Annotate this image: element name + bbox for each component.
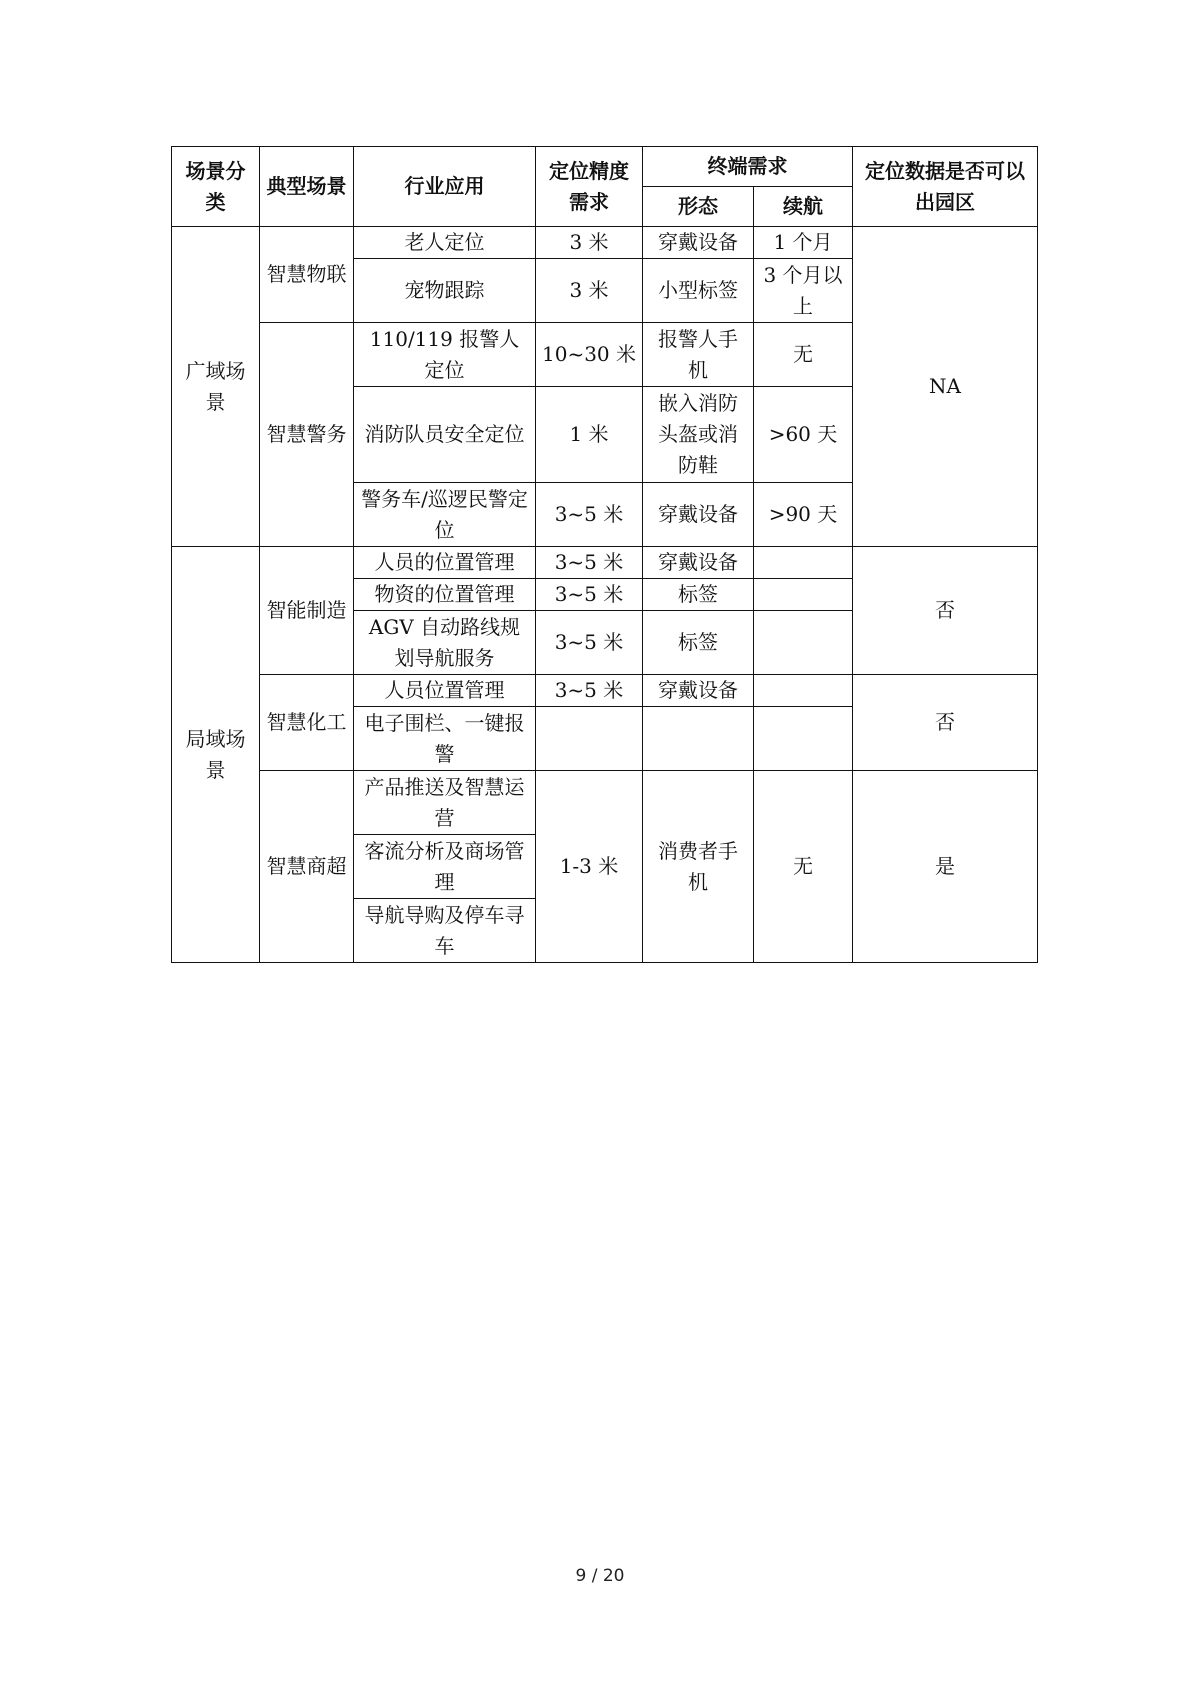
header-row [172, 147, 1038, 187]
typical-scene-cell: 智慧商超 [260, 771, 354, 963]
precision-cell: 3~5 米 [536, 611, 643, 675]
endurance-cell [754, 707, 853, 771]
industry-cell: 电子围栏、一键报警 [354, 707, 536, 771]
form-cell: 标签 [643, 579, 754, 611]
header-endurance: 续航 [754, 187, 853, 227]
industry-cell: 110/119 报警人定位 [354, 323, 536, 387]
industry-cell: 消防队员安全定位 [354, 387, 536, 483]
endurance-cell: 3 个月以上 [754, 259, 853, 323]
form-cell: 穿戴设备 [643, 675, 754, 707]
form-cell: 嵌入消防头盔或消防鞋 [643, 387, 754, 483]
industry-cell: 物资的位置管理 [354, 579, 536, 611]
table-row [172, 227, 1038, 259]
precision-cell: 3 米 [536, 259, 643, 323]
endurance-cell: 无 [754, 323, 853, 387]
precision-cell: 1 米 [536, 387, 643, 483]
endurance-cell: 无 [754, 771, 853, 963]
typical-scene-cell: 智慧物联 [260, 227, 354, 323]
form-cell: 消费者手机 [643, 771, 754, 963]
data-out-cell: 否 [853, 675, 1038, 771]
industry-cell: 产品推送及智慧运营 [354, 771, 536, 835]
endurance-cell: >60 天 [754, 387, 853, 483]
form-cell: 穿戴设备 [643, 547, 754, 579]
form-cell: 穿戴设备 [643, 483, 754, 547]
precision-cell: 10~30 米 [536, 323, 643, 387]
precision-cell: 3~5 米 [536, 483, 643, 547]
form-cell: 报警人手机 [643, 323, 754, 387]
form-cell: 小型标签 [643, 259, 754, 323]
industry-cell: 客流分析及商场管理 [354, 835, 536, 899]
precision-cell: 3 米 [536, 227, 643, 259]
header-form: 形态 [643, 187, 754, 227]
typical-scene-cell: 智能制造 [260, 547, 354, 675]
industry-cell: 人员的位置管理 [354, 547, 536, 579]
industry-cell: 宠物跟踪 [354, 259, 536, 323]
header-data-out: 定位数据是否可以出园区 [853, 147, 1038, 227]
header-typical: 典型场景 [260, 147, 354, 227]
endurance-cell [754, 611, 853, 675]
precision-cell: 3~5 米 [536, 579, 643, 611]
table-row [172, 547, 1038, 579]
industry-cell: 老人定位 [354, 227, 536, 259]
scenario-table [171, 146, 1038, 963]
category-cell: 局域场景 [172, 547, 260, 963]
precision-cell: 3~5 米 [536, 675, 643, 707]
category-cell: 广域场景 [172, 227, 260, 547]
typical-scene-cell: 智慧警务 [260, 323, 354, 547]
form-cell: 标签 [643, 611, 754, 675]
header-terminal: 终端需求 [643, 147, 853, 187]
header-precision: 定位精度需求 [536, 147, 643, 227]
header-industry: 行业应用 [354, 147, 536, 227]
endurance-cell [754, 547, 853, 579]
precision-cell [536, 707, 643, 771]
endurance-cell: >90 天 [754, 483, 853, 547]
data-out-cell: 是 [853, 771, 1038, 963]
endurance-cell: 1 个月 [754, 227, 853, 259]
form-cell [643, 707, 754, 771]
header-category: 场景分类 [172, 147, 260, 227]
precision-cell: 1-3 米 [536, 771, 643, 963]
typical-scene-cell: 智慧化工 [260, 675, 354, 771]
industry-cell: AGV 自动路线规划导航服务 [354, 611, 536, 675]
data-out-cell: NA [853, 227, 1038, 547]
endurance-cell [754, 675, 853, 707]
page-number: 9 / 20 [575, 1566, 625, 1586]
table-row [172, 675, 1038, 707]
endurance-cell [754, 579, 853, 611]
precision-cell: 3~5 米 [536, 547, 643, 579]
industry-cell: 警务车/巡逻民警定位 [354, 483, 536, 547]
industry-cell: 人员位置管理 [354, 675, 536, 707]
industry-cell: 导航导购及停车寻车 [354, 899, 536, 963]
data-out-cell: 否 [853, 547, 1038, 675]
table-row [172, 771, 1038, 835]
form-cell: 穿戴设备 [643, 227, 754, 259]
